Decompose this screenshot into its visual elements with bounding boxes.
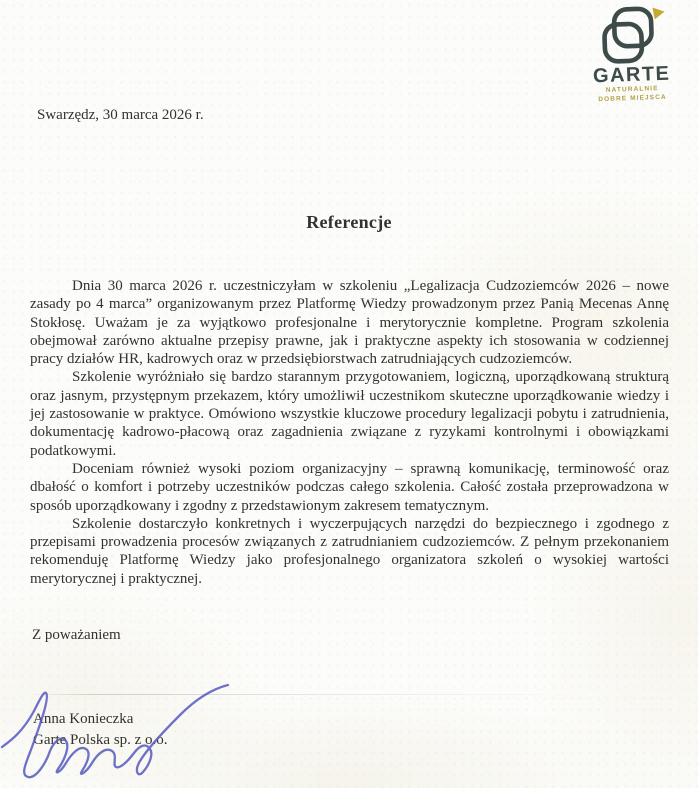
paragraph-2: Szkolenie wyróżniało się bardzo starannym przygotowaniem, logiczną, uporządkowaną strukturą oraz jasnym, przystępnym przekazem, który umożliwił uczestnikom skuteczne uporządkowanie wiedzy i jej zastosowanie w praktyce. Omówiono wszystkie kluczowe procedury legalizacji pobytu i zatrudnienia, dokumentację kadrowo-płacową oraz zagadnienia związane z ryzykami kontrolnymi i obowiązkami podatkowymi.: [30, 369, 669, 459]
paragraph-1: Dnia 30 marca 2026 r. uczestniczyłam w szkoleniu „Legalizacja Cudzoziemców 2026 – nowe zasady po 4 marca” organizowanym przez Platformę Wiedzy prowadzonym przez Panią Mecenas Annę Stokłosę. Uważam je za wyjątkowo profesjonalne i merytorycznie kompletne. Program szkolenia obejmował zarówno aktualne przepisy prawne, jak i praktyczne aspekty ich stosowania w codziennej pracy działów HR, kadrowych oraz w przedsiębiorstwach zatrudniających cudzoziemców.: [30, 278, 669, 368]
letter-title: Referencje: [306, 212, 392, 232]
paragraph-3: Doceniam również wysoki poziom organizacyjny – sprawną komunikację, terminowość oraz dbałość o komfort i potrzeby uczestników podczas całego szkolenia. Całość została przeprowadzona w sposób uporządkowany i zgodny z przedstawionym zakresem tematycznym.: [30, 460, 669, 514]
closing-salutation: Z poważaniem: [32, 627, 121, 643]
signature-block: [33, 709, 168, 751]
letter-body: [30, 277, 669, 588]
brand-name: GARTE: [592, 62, 671, 88]
tagline-line1: NATURALNIE: [605, 85, 659, 94]
scan-crease-line: [28, 694, 588, 695]
signer-name: Anna Konieczka: [33, 711, 134, 727]
tagline-line2: DOBRE MIEJSCA: [598, 93, 667, 103]
double-leaf-logo-icon: [593, 5, 667, 65]
triangle-accent-icon: [652, 7, 664, 19]
logo-tagline: [587, 84, 678, 105]
date-line: Swarzędz, 30 marca 2026 r.: [37, 107, 204, 123]
company-logo: [584, 4, 677, 105]
paragraph-4: Szkolenie dostarczyło konkretnych i wyczerpujących narzędzi do bezpiecznego i zgodnego z przepisami prowadzenia procesów związanych z zatrudnianiem cudzoziemców. Z pełnym przekonaniem rekomenduję Platformę Wiedzy jako profesjonalnego organizatora szkoleń o wysokiej wartości merytorycznej i praktycznej.: [30, 515, 669, 587]
signer-company: Garte Polska sp. z o.o.: [33, 732, 168, 748]
